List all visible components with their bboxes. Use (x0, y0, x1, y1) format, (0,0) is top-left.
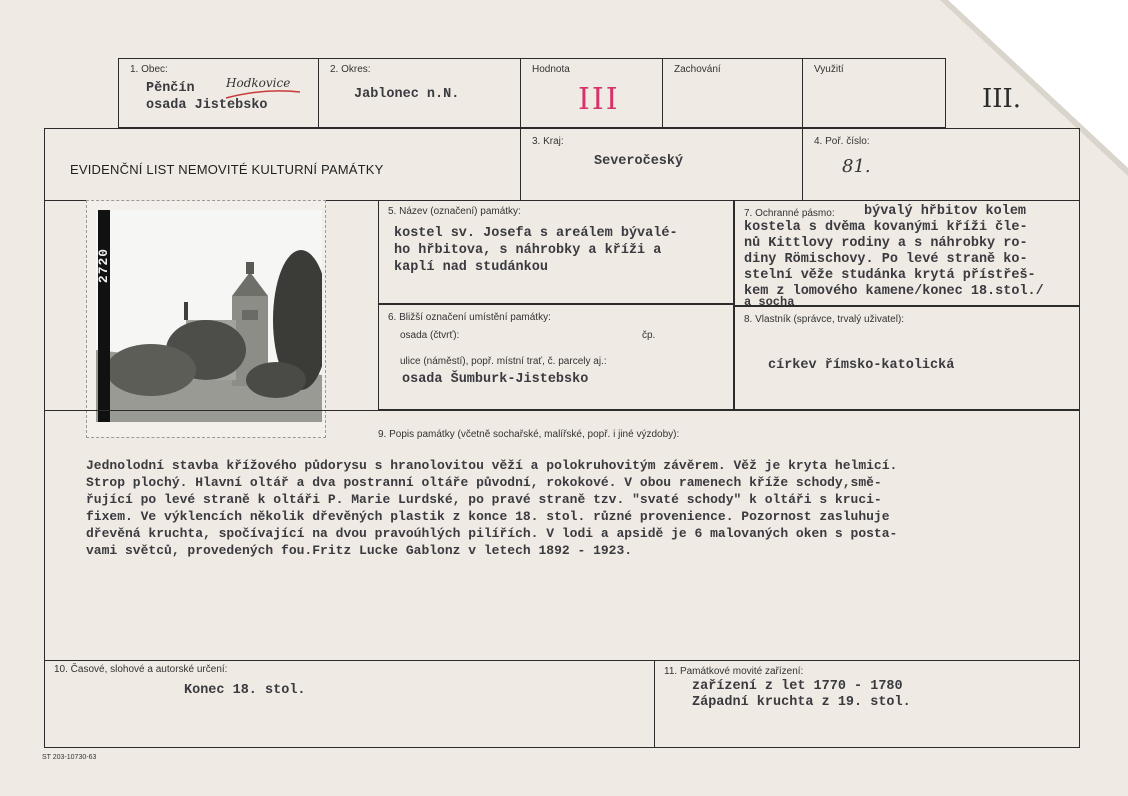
pasmo-first: bývalý hřbitov kolem (864, 204, 1027, 219)
pasmo-line-4: stelní věže studánka krytá přístřeš- (744, 268, 1036, 283)
footer-code: ST 203-10730-63 (42, 754, 97, 761)
popis-label: 9. Popis památky (včetně sochařské, malířské, popř. i jiné výzdoby): (378, 429, 680, 440)
casove-value: Konec 18. stol. (184, 683, 306, 698)
form-title: EVIDENČNÍ LIST NEMOVITÉ KULTURNÍ PAMÁTKY (70, 162, 384, 177)
obec-label: 1. Obec: (130, 64, 168, 75)
popis-line-1: Jednolodní stavba křížového půdorysu s hranolovitou věží a polokruhovitým závěrem. Věž je kryta helmicí. (86, 458, 898, 473)
umisteni-value: osada Šumburk-Jistebsko (402, 372, 589, 387)
okres-label: 2. Okres: (330, 64, 371, 75)
obec-value: Pěnčín (146, 81, 195, 96)
nazev-line-2: ho hřbitova, s náhrobky a kříži a (394, 243, 662, 258)
osada-label: osada (čtvrť): (400, 330, 460, 341)
nazev-label: 5. Název (označení) památky: (388, 206, 521, 217)
movite-line-1: zařízení z let 1770 - 1780 (692, 679, 903, 694)
movite-label: 11. Památkové movité zařízení: (664, 666, 804, 677)
cp-label: čp. (642, 330, 656, 341)
por-cislo-label: 4. Poř. číslo: (814, 136, 870, 147)
por-cislo-value: 81. (842, 156, 871, 177)
photo-number: 2720 (96, 247, 112, 284)
kraj-label: 3. Kraj: (532, 136, 564, 147)
popis-line-5: dřevěná kruchta, spočívající na dvou pravoúhlých pilířích. V lodi a apsidě je 6 malovaných oken s posta- (86, 526, 898, 541)
hodnota-value: III (578, 82, 620, 117)
okres-value: Jablonec n.N. (354, 87, 460, 102)
hodnota-label: Hodnota (532, 64, 570, 75)
popis-line-6: vami světců, provedených fou.Fritz Lucke Gablonz v letech 1892 - 1923. (86, 543, 633, 558)
pasmo-label: 7. Ochranné pásmo: (744, 208, 835, 219)
popis-line-2: Strop plochý. Hlavní oltář a dva postranní oltáře původní, rokokové. V obou ramenech kříže schody,smě- (86, 475, 882, 490)
ulice-label: ulice (náměstí), popř. místní trať, č. parcely aj.: (400, 356, 607, 367)
casove-label: 10. Časové, slohové a autorské určení: (54, 664, 228, 675)
vyuziti-label: Využití (814, 64, 844, 75)
obec-handwritten: Hodkovice (226, 76, 291, 90)
zachovani-label: Zachování (674, 64, 721, 75)
kraj-value: Severočeský (594, 154, 684, 169)
pasmo-line-3: diny Römischovy. Po levé straně ko- (744, 252, 1028, 267)
church-photo (96, 210, 322, 422)
pasmo-line-2: nů Kittlovy rodiny a s náhrobky ro- (744, 236, 1028, 251)
umisteni-label: 6. Bližší označení umístění památky: (388, 312, 551, 323)
vlastnik-label: 8. Vlastník (správce, trvalý uživatel): (744, 314, 905, 325)
corner-mark: III. (982, 84, 1022, 114)
nazev-line-3: kaplí nad studánkou (394, 260, 548, 275)
vlastnik-value: církev římsko-katolická (768, 358, 955, 373)
pasmo-line-5: kem z lomového kamene/konec 18.stol./ (744, 284, 1044, 299)
pasmo-line-1: kostela s dvěma kovanými kříži čle- (744, 220, 1028, 235)
popis-line-4: fixem. Ve výklencích několik dřevěných plastik z konce 18. stol. různé provenience. Pozornost zasluhuje (86, 509, 890, 524)
movite-line-2: Západní kruchta z 19. stol. (692, 695, 911, 710)
popis-line-3: řující po levé straně k oltáři P. Marie Lurdské, po pravé straně tzv. "svaté schody" k oltáři s kruci- (86, 492, 882, 507)
pasmo-line-6: a socha (744, 295, 795, 309)
nazev-line-1: kostel sv. Josefa s areálem bývalé- (394, 226, 678, 241)
osada-value: osada Jistebsko (146, 98, 268, 113)
